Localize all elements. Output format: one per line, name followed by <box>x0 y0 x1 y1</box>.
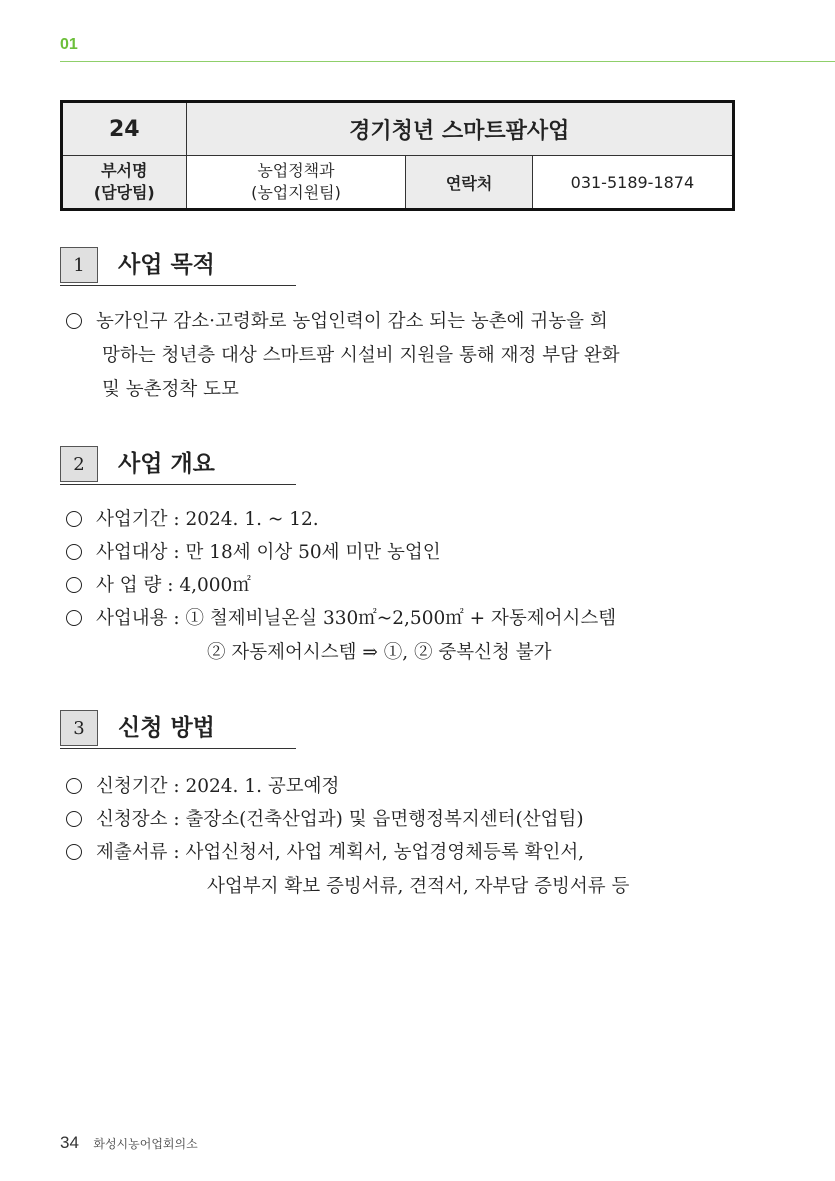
list-item <box>66 838 584 864</box>
contact-label: 연락처 <box>406 156 532 210</box>
section-header-application <box>60 710 296 749</box>
department-label <box>62 156 187 210</box>
overview-quantity: 사 업 량 : 4,000㎡ <box>96 575 251 596</box>
list-item <box>66 538 441 564</box>
department-label-line2: (담당팀) <box>93 183 155 202</box>
footer-organization: 화성시농어업회의소 <box>93 1137 198 1151</box>
circle-bullet-icon <box>66 313 82 329</box>
list-item <box>66 571 251 597</box>
purpose-paragraph <box>66 305 738 415</box>
department-value-line2: (농업지원팀) <box>251 183 341 202</box>
purpose-line-1: 농가인구 감소·고령화로 농업인력이 감소 되는 농촌에 귀농을 희 <box>96 311 608 332</box>
overview-list <box>66 505 738 675</box>
department-label-line1: 부서명 <box>101 161 148 180</box>
overview-content-continuation: ② 자동제어시스템 ⇒ ①, ② 중복신청 불가 <box>207 642 552 663</box>
project-number: 24 <box>62 102 187 156</box>
section-title: 신청 방법 <box>118 715 215 741</box>
overview-period: 사업기간 : 2024. 1. ~ 12. <box>96 509 319 530</box>
purpose-line-2: 망하는 청년층 대상 스마트팜 시설비 지원을 통해 재정 부담 완화 <box>102 345 620 366</box>
application-place: 신청장소 : 출장소(건축산업과) 및 읍면행정복지센터(산업팀) <box>96 809 584 830</box>
section-header-purpose <box>60 247 296 286</box>
section-number: 3 <box>60 710 98 746</box>
section-number: 2 <box>60 446 98 482</box>
chapter-number: 01 <box>60 36 78 53</box>
overview-content: 사업내용 : ① 철제비닐온실 330㎡~2,500㎡ + 자동제어시스템 <box>96 608 617 629</box>
list-item <box>66 805 584 831</box>
chapter-divider <box>60 61 835 62</box>
section-header-overview <box>60 446 296 485</box>
circle-bullet-icon <box>66 844 82 860</box>
circle-bullet-icon <box>66 544 82 560</box>
list-item <box>66 772 339 798</box>
contact-phone: 031-5189-1874 <box>532 156 733 210</box>
application-period: 신청기간 : 2024. 1. 공모예정 <box>96 776 340 797</box>
page-footer <box>60 1133 198 1153</box>
page-number: 34 <box>60 1133 79 1152</box>
circle-bullet-icon <box>66 610 82 626</box>
application-documents-continuation: 사업부지 확보 증빙서류, 견적서, 자부담 증빙서류 등 <box>207 876 630 897</box>
circle-bullet-icon <box>66 778 82 794</box>
circle-bullet-icon <box>66 811 82 827</box>
section-number: 1 <box>60 247 98 283</box>
circle-bullet-icon <box>66 511 82 527</box>
purpose-line-3: 및 농촌정착 도모 <box>102 379 239 400</box>
section-title: 사업 목적 <box>118 252 215 278</box>
circle-bullet-icon <box>66 577 82 593</box>
section-title: 사업 개요 <box>118 451 215 477</box>
list-item <box>66 604 616 630</box>
list-item <box>66 505 319 531</box>
overview-target: 사업대상 : 만 18세 이상 50세 미만 농업인 <box>96 542 441 563</box>
project-title: 경기청년 스마트팜사업 <box>186 102 734 156</box>
application-list <box>66 772 738 912</box>
application-documents: 제출서류 : 사업신청서, 사업 계획서, 농업경영체등록 확인서, <box>96 842 585 863</box>
department-value <box>186 156 406 210</box>
department-value-line1: 농업정책과 <box>257 161 335 180</box>
project-info-table <box>60 100 735 211</box>
